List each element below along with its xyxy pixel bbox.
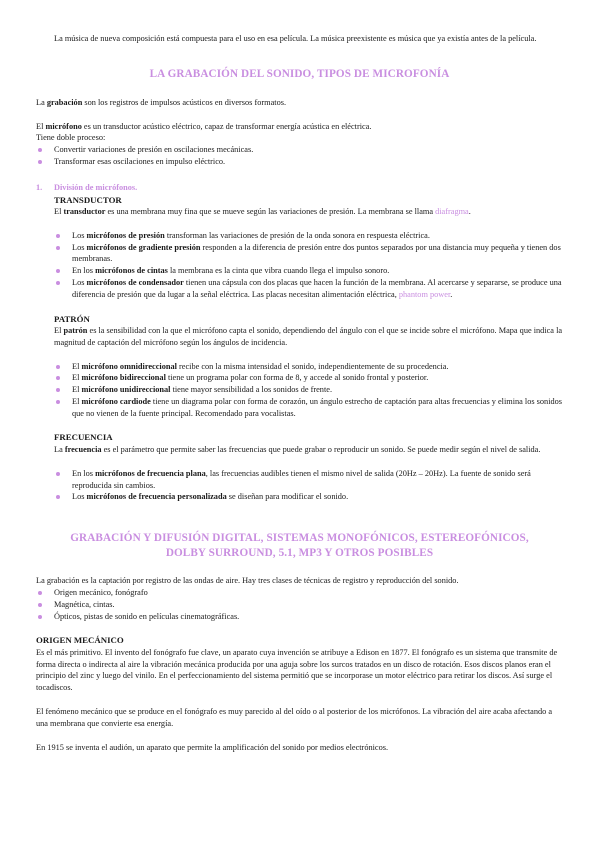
list-item: [54, 277, 563, 301]
term: micrófonos de gradiente presión: [86, 242, 201, 252]
text-span: tiene un diagrama polar con forma de corazón, un ángulo estrecho de captación para altas frecuencias y elimina los sonidos que no vienen de la fuente principal. Recomendado para vocalistas.: [72, 396, 563, 418]
text-span: es el parámetro que permite saber las frecuencias que puede grabar o reproducir un sonido. Se puede medir según el nivel de salida.: [101, 444, 541, 454]
text-span: El: [72, 361, 82, 371]
text-span: .: [450, 289, 453, 299]
text-span: tienen una cápsula con dos placas que hacen la función de la membrana. Al acercarse y separarse, se produce una diferencia de presión que da lugar a la señal eléctrica. Las placas necesitan alimentación eléctrica,: [72, 277, 562, 299]
proceso-list: [36, 144, 563, 168]
microfono-definition: [36, 121, 563, 133]
text-span: Los: [72, 230, 87, 240]
list-item: Magnética, cintas.: [36, 599, 563, 611]
text-span: La: [54, 444, 65, 454]
tecnicas-list: [36, 587, 563, 622]
text-span: recibe con la misma intensidad el sonido, independientemente de su procedencia.: [176, 361, 449, 371]
subheading-frecuencia: FRECUENCIA: [54, 432, 113, 443]
text-span: tiene un programa polar con forma de 8, y accede al sonido frontal y posterior.: [165, 373, 429, 383]
text-span: Los: [72, 277, 87, 287]
transductor-paragraph: [54, 206, 563, 218]
list-item: [54, 372, 563, 384]
text-span: Los: [72, 492, 87, 502]
text-span: .: [468, 207, 471, 217]
term-frecuencia: frecuencia: [64, 444, 102, 454]
list-item: [54, 242, 563, 266]
term: micrófonos de frecuencia personalizada: [86, 492, 227, 502]
term: micrófono omnidireccional: [81, 361, 177, 371]
term-transductor: transductor: [63, 207, 106, 217]
term-patron: patrón: [63, 326, 88, 336]
text-span: El: [36, 121, 46, 131]
text-span: transforman las variaciones de presión de la onda sonora en respuesta eléctrica.: [164, 230, 430, 240]
frecuencias-list: [36, 468, 563, 503]
text-span: , las frecuencias audibles tienen el mismo nivel de salida (20Hz – 20Hz). La fuente de sonido será reproducida sin cambios.: [72, 468, 531, 490]
list-item: [54, 468, 563, 492]
text-span: El: [72, 373, 82, 383]
division-number: 1.: [36, 182, 43, 192]
text-span: es una membrana muy fina que se mueve según las variaciones de presión. La membrana se llama: [105, 207, 436, 217]
term-phantom-power: phantom power: [398, 289, 451, 299]
grabacion-definition: [36, 97, 563, 109]
patron-block: [36, 313, 563, 349]
proceso-intro: Tiene doble proceso:: [36, 133, 106, 143]
section-title-line: GRABACIÓN Y DIFUSIÓN DIGITAL, SISTEMAS MONOFÓNICOS, ESTEREOFÓNICOS,: [70, 532, 529, 545]
list-item: [54, 230, 563, 242]
text-span: se diseñan para modificar el sonido.: [226, 492, 349, 502]
intro-paragraph: La música de nueva composición está compuesta para el uso en esa película. La música preexistente es música que ya existía antes de la película.: [54, 34, 537, 43]
term: micrófonos de frecuencia plana: [95, 468, 206, 478]
term-microfono: micrófono: [45, 121, 82, 131]
text-span: son los registros de impulsos acústicos en diversos formatos.: [82, 97, 287, 107]
text-span: responden a la diferencia de presión entre dos puntos separados por una distancia muy pequeña y tienen dos membranas.: [72, 242, 561, 264]
origen-paragraph-1: Es el más primitivo. El invento del fonógrafo fue clave, un aparato cuya invención se atribuye a Edison en 1877. El fonógrafo es un sistema que transmite de forma directa o indirecta al aire la vibración mecánica producida por una aguja sobre los surcos tratados en un disco de rotación. Esos discos planos eran el principio del zinc y luego del vinilo. En el perfeccionamiento del sistema permitió que se incorporase un motor eléctrico para retirar los discos. Así surge el tocadiscos.: [36, 647, 558, 693]
text-span: la membrana es la cinta que vibra cuando llega el impulso sonoro.: [167, 266, 390, 276]
term-diafragma: diafragma: [435, 207, 469, 217]
list-item: [54, 396, 563, 420]
text-span: En los: [72, 266, 96, 276]
list-item: Transformar esas oscilaciones en impulso eléctrico.: [36, 156, 563, 168]
patrones-list: [36, 361, 563, 420]
term: micrófono unidireccional: [81, 385, 171, 395]
frecuencia-block: [36, 431, 563, 455]
text-span: La: [36, 97, 47, 107]
origen-paragraph-3: En 1915 se inventa el audión, un aparato que permite la amplificación del sonido por medios electrónicos.: [36, 742, 389, 752]
list-item: [54, 491, 563, 503]
section-title-grabacion: LA GRABACIÓN DEL SONIDO, TIPOS DE MICROFONÍA: [149, 67, 450, 80]
division-title: División de micrófonos.: [54, 182, 138, 192]
text-span: En los: [72, 468, 96, 478]
text-span: Los: [72, 242, 87, 252]
subheading-transductor: TRANSDUCTOR: [54, 194, 122, 205]
list-item: Convertir variaciones de presión en oscilaciones mecánicas.: [36, 144, 563, 156]
subheading-patron: PATRÓN: [54, 313, 90, 324]
patron-paragraph: [54, 325, 563, 349]
origen-paragraph-2: El fenómeno mecánico que se produce en el fonógrafo es muy parecido al del oído o al posterior de los micrófonos. La vibración del aire acaba afectando a una membrana que convierte esa energía.: [36, 707, 553, 728]
list-item: [54, 384, 563, 396]
list-item: Origen mecánico, fonógrafo: [36, 587, 563, 599]
term: micrófono cardiode: [81, 396, 151, 406]
term: micrófonos de condensador: [86, 277, 184, 287]
text-span: El: [72, 385, 82, 395]
text-span: El: [54, 326, 64, 336]
list-item: [54, 361, 563, 373]
list-item: [54, 265, 563, 277]
text-span: es un transductor acústico eléctrico, capaz de transformar energía acústica en eléctrica.: [81, 121, 372, 131]
section-title-line: DOLBY SURROUND, 5.1, MP3 Y OTROS POSIBLES: [165, 547, 434, 560]
microfono-tipos-list: [36, 230, 563, 301]
term: micrófonos de cintas: [95, 266, 168, 276]
text-span: es la sensibilidad con la que el micrófono capta el sonido, dependiendo del ángulo con el que se incide sobre el micrófono. Mapa que indica la magnitud de captación del micrófono según los ángulos de incidencia.: [54, 326, 563, 347]
term-grabacion: grabación: [46, 97, 83, 107]
subheading-origen-mecanico: ORIGEN MECÁNICO: [36, 635, 124, 646]
grabacion-intro-paragraph: La grabación es la captación por registro de las ondas de aire. Hay tres clases de técnicas de registro y reproducción del sonido.: [36, 576, 459, 586]
transductor-block: [36, 194, 563, 218]
text-span: El: [72, 396, 82, 406]
text-span: tiene mayor sensibilidad a los sonidos de frente.: [170, 385, 333, 395]
text-span: El: [54, 207, 64, 217]
frecuencia-paragraph: [54, 444, 563, 456]
section-title-difusion: [36, 531, 563, 561]
list-item: Ópticos, pistas de sonido en películas cinematográficas.: [36, 611, 563, 623]
division-heading: [36, 182, 563, 194]
term: micrófono bidireccional: [81, 373, 166, 383]
term: micrófonos de presión: [86, 230, 165, 240]
